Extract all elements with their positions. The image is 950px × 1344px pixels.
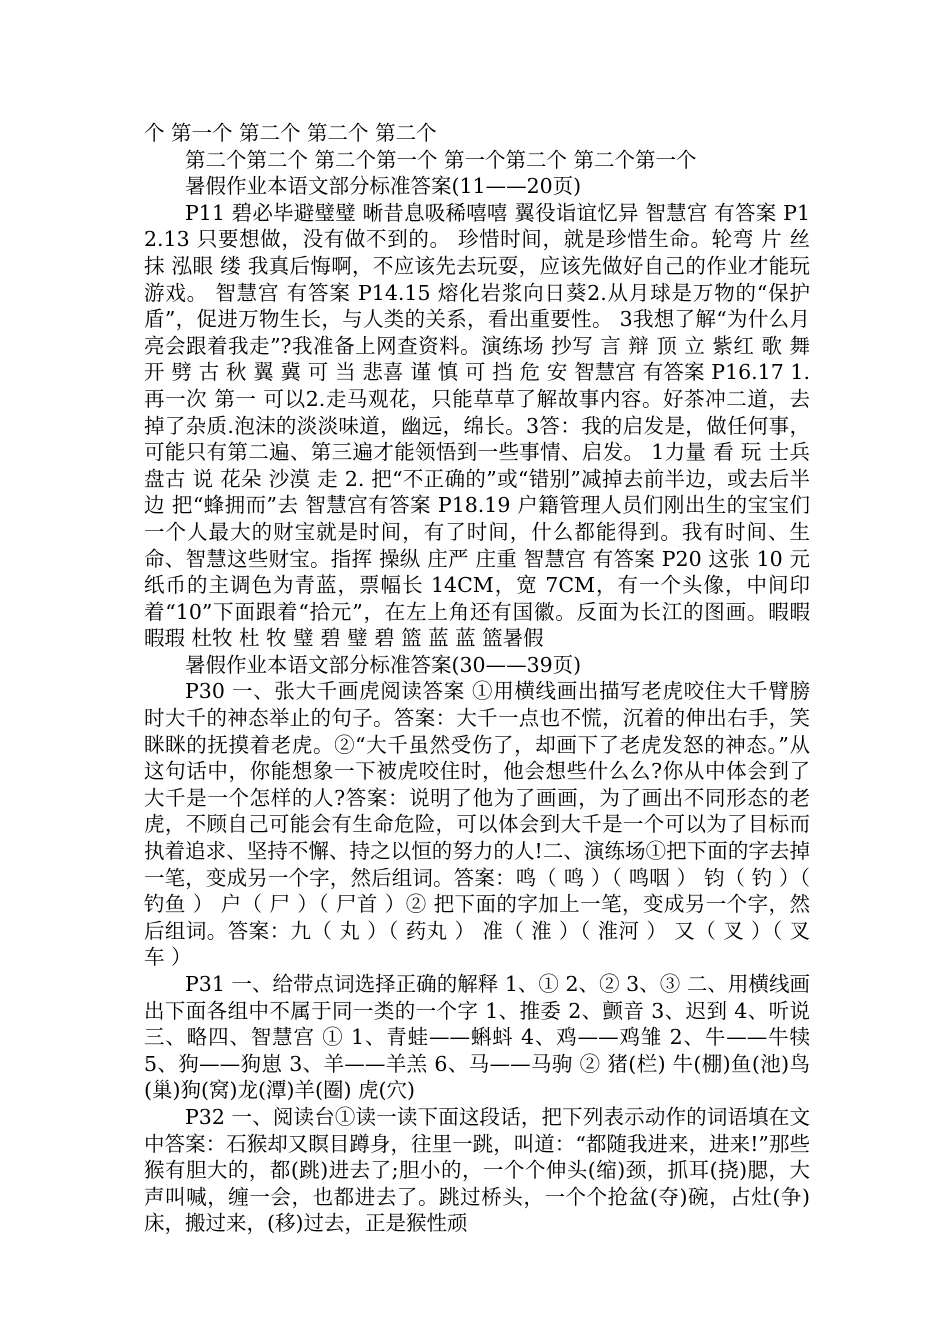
paragraph-p31: P31 一、给带点词选择正确的解释 1、① 2、② 3、③ 二、用横线画出下面各组中不属于同一类的一个字 1、推委 2、颤音 3、迟到 4、听说三、略四、智慧宫 ① 1、青蛙——蝌蚪 4、鸡——鸡雏 2、牛——牛犊 5、狗——狗崽 3、羊——羊羔 6、马——马驹 ② 猪(栏) 牛(棚)鱼(池)鸟(巢)狗(窝)龙(潭)羊(圈) 虎(穴): [144, 972, 810, 1103]
paragraph-2: 第二个第二个 第二个第一个 第一个第二个 第二个第一个: [185, 147, 697, 172]
paragraph-p32: P32 一、阅读台①读一读下面这段话，把下列表示动作的词语填在文中答案：石猴却又瞑目蹲身，往里一跳，叫道：“都随我进来，进来!”那些猴有胆大的，都(跳)进去了;胆小的，一个个伸头(缩)颈，抓耳(挠)腮，大声叫喊，缠一会，也都进去了。跳过桥头，一个个抢盆(夺)碗，占灶(争)床，搬过来，(移)过去，正是猴性顽: [144, 1104, 810, 1236]
paragraph-p30: P30 一、张大千画虎阅读答案 ①用横线画出描写老虎咬住大千臂膀时大千的神态举止的句子。答案：大千一点也不慌，沉着的伸出右手，笑眯眯的抚摸着老虎。②“大千虽然受伤了，却画下了老虎发怒的神态。”从这句话中，你能想象一下被虎咬住时，他会想些什么么?你从中体会到了大千是一个怎样的人?答案：说明了他为了画画，为了画出不同形态的老虎，不顾自己可能会有生命危险，可以体会到大千是一个可以为了目标而执着追求、坚持不懈、持之以恒的努力的人!二、演练场①把下面的字去掉一笔，变成另一个字，然后组词。答案：鸣（ 鸣 ）（ 鸣咽 ） 钧（ 钓 ）（ 钓鱼 ） 户（ 尸 ）（ 尸首 ）② 把下面的字加上一笔，变成另一个字，然后组词。答案：九（ 丸 ）（ 药丸 ） 准（ 淮 ）（ 淮河 ） 又（ 叉 ）（ 叉车 ）: [144, 679, 810, 970]
paragraph-1: 个 第一个 第二个 第二个 第二个: [144, 121, 437, 145]
section-heading-11-20: 暑假作业本语文部分标准答案(11——20页): [185, 174, 582, 199]
document-page: [144, 120, 810, 1237]
paragraph-p11-p20: P11 碧必毕避璧璧 晰昔息吸稀嘻嘻 翼役诣谊忆异 智慧宫 有答案 P12.13 只要想做，没有做不到的。 珍惜时间，就是珍惜生命。轮弯 片 丝 抹 泓眼 缕 我真后悔啊，不应该先去玩耍，应该先做好自己的作业才能玩游戏。 智慧宫 有答案 P14.15 熔化岩浆向日葵2.从月球是万物的“保护盾”，促进万物生长，与人类的关系，看出重要性。 3我想了解“为什么月亮会跟着我走”?我准备上网查资料。演练场 抄写 言 辩 顶 立 紫红 歌 舞 开 劈 古 秋 翼 冀 可 当 悲喜 谨 慎 可 挡 危 安 智慧宫 有答案 P16.17 1.再一次 第一 可以2.走马观花，只能草草了解故事内容。好茶冲二道，去掉了杂质.泡沫的淡淡味道，幽远，绵长。3答：我的启发是，做任何事，可能只有第二遍、第三遍才能领悟到一些事情、启发。 1力量 看 玩 士兵 盘古 说 花朵 沙漠 走 2. 把“不正确的”或“错别”减掉去前半边，或去后半边 把“蜂拥而”去 智慧宫有答案 P18.19 户籍管理人员们刚出生的宝宝们一个人最大的财宝就是时间，有了时间，什么都能得到。我有时间、生命、智慧这些财宝。指挥 操纵 庄严 庄重 智慧宫 有答案 P20 这张 10 元纸币的主调色为青蓝，票幅长 14CM，宽 7CM，有一个头像，中间印着“10”下面跟着“拾元”，在左上角还有国徽。反面为长江的图画。暇暇 暇瑕 杜牧 杜 牧 璧 碧 璧 碧 篮 蓝 蓝 篮暑假: [144, 200, 810, 651]
section-heading-30-39: 暑假作业本语文部分标准答案(30——39页): [185, 652, 582, 677]
